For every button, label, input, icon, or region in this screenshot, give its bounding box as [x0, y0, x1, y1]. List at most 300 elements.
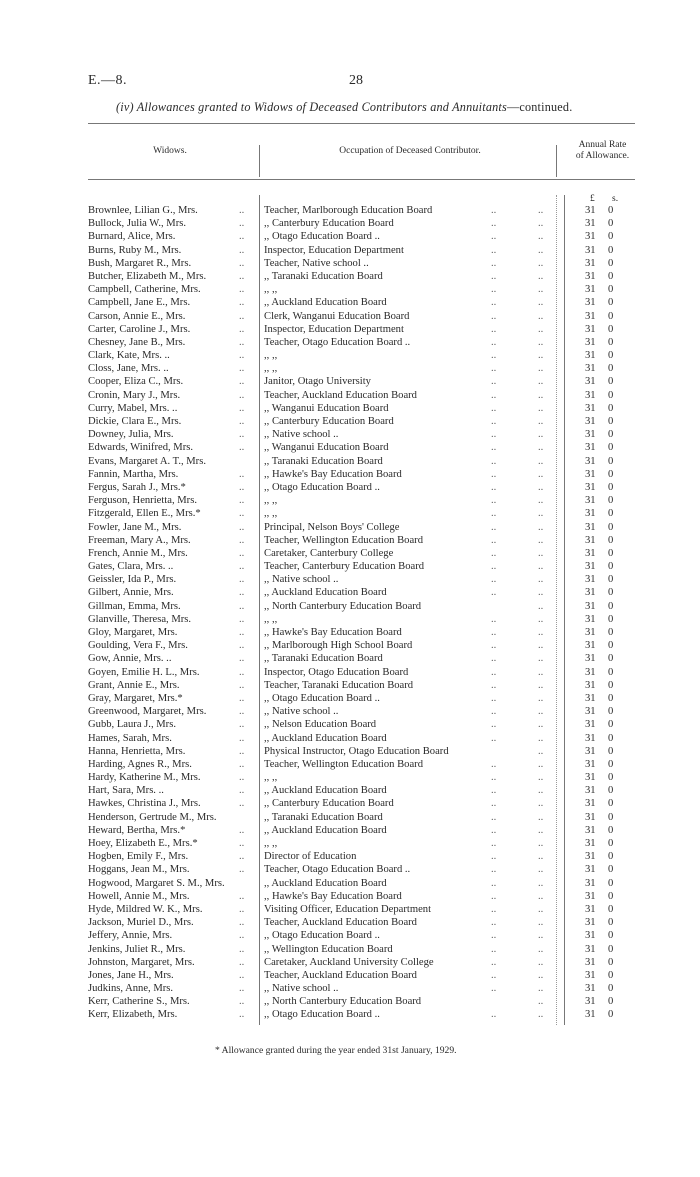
- leader-dots: ..: [491, 666, 497, 678]
- rate-shillings: 0: [608, 468, 614, 480]
- occupation: ,, Otago Education Board ..: [264, 692, 380, 704]
- rate-pounds: 31: [585, 692, 596, 704]
- leader-dots: ..: [239, 495, 245, 507]
- leader-dots: ..: [538, 508, 544, 520]
- leader-dots: ..: [239, 336, 245, 348]
- leader-dots: ..: [239, 574, 245, 586]
- rate-shillings: 0: [608, 310, 614, 322]
- leader-dots: ..: [538, 877, 544, 889]
- rate-pounds: 31: [585, 785, 596, 797]
- rate-pounds: 31: [585, 851, 596, 863]
- leader-dots: ..: [538, 640, 544, 652]
- leader-dots: ..: [239, 679, 245, 691]
- occupation: ,, Hawke's Bay Education Board: [264, 890, 402, 902]
- leader-dots: ..: [538, 785, 544, 797]
- rate-pounds: 31: [585, 231, 596, 243]
- occupation: ,, Hawke's Bay Education Board: [264, 468, 402, 480]
- rate-pounds: 31: [585, 376, 596, 388]
- table-row: [88, 679, 628, 692]
- occupation: ,, ,,: [264, 350, 278, 362]
- leader-dots: ..: [538, 838, 544, 849]
- rate-pounds: 31: [585, 429, 596, 441]
- widow-name: Curry, Mabel, Mrs. ..: [88, 402, 178, 414]
- occupation: ,, Auckland Education Board: [264, 297, 387, 309]
- widow-name: Chesney, Jane B., Mrs.: [88, 336, 186, 348]
- leader-dots: ..: [491, 785, 497, 797]
- rate-shillings: 0: [608, 864, 614, 876]
- table-row: [88, 982, 628, 995]
- leader-dots: ..: [538, 574, 544, 586]
- leader-dots: ..: [538, 402, 544, 414]
- rate-shillings: 0: [608, 218, 614, 230]
- table-row: [88, 441, 628, 454]
- leader-dots: ..: [239, 706, 245, 718]
- rate-pounds: 31: [585, 811, 596, 823]
- table-row: [88, 375, 628, 388]
- leader-dots: ..: [491, 284, 497, 296]
- subtitle-suffix: —continued.: [506, 100, 573, 114]
- leader-dots: ..: [491, 323, 497, 335]
- leader-dots: ..: [538, 363, 544, 375]
- table-row: [88, 692, 628, 705]
- leader-dots: ..: [538, 600, 544, 612]
- leader-dots: ..: [538, 284, 544, 296]
- rate-shillings: 0: [608, 389, 614, 401]
- leader-dots: ..: [491, 864, 497, 876]
- occupation: ,, Canterbury Education Board: [264, 798, 394, 810]
- rate-shillings: 0: [608, 640, 614, 652]
- leader-dots: ..: [239, 363, 245, 375]
- widow-name: Gow, Annie, Mrs. ..: [88, 653, 172, 665]
- leader-dots: ..: [239, 930, 245, 942]
- leader-dots: ..: [538, 376, 544, 388]
- leader-dots: ..: [239, 561, 245, 573]
- leader-dots: ..: [538, 561, 544, 573]
- widow-name: Johnston, Margaret, Mrs.: [88, 956, 195, 968]
- occupation: ,, Nelson Education Board: [264, 719, 377, 731]
- leader-dots: ..: [491, 877, 497, 889]
- widow-name: Kerr, Catherine S., Mrs.: [88, 996, 190, 1008]
- leader-dots: ..: [239, 468, 245, 480]
- rate-shillings: 0: [608, 732, 614, 744]
- leader-dots: ..: [491, 798, 497, 810]
- rate-pounds: 31: [585, 508, 596, 520]
- rate-pounds: 31: [585, 336, 596, 348]
- leader-dots: ..: [538, 930, 544, 942]
- leader-dots: ..: [491, 297, 497, 309]
- table-row: [88, 903, 628, 916]
- widow-name: Goyen, Emilie H. L., Mrs.: [88, 666, 200, 678]
- table-row: [88, 771, 628, 784]
- leader-dots: ..: [538, 350, 544, 362]
- leader-dots: ..: [491, 719, 497, 731]
- widow-name: Gloy, Margaret, Mrs.: [88, 627, 178, 638]
- table-row: [88, 666, 628, 679]
- leader-dots: ..: [239, 969, 245, 981]
- rate-shillings: 0: [608, 416, 614, 427]
- rate-shillings: 0: [608, 772, 614, 784]
- table-row: [88, 890, 628, 903]
- leader-dots: ..: [538, 257, 544, 269]
- column-header-rate: [565, 140, 640, 162]
- widow-name: Closs, Jane, Mrs. ..: [88, 363, 169, 375]
- widow-name: Freeman, Mary A., Mrs.: [88, 534, 191, 546]
- leader-dots: ..: [491, 270, 497, 282]
- leader-dots: ..: [239, 521, 245, 533]
- leader-dots: ..: [538, 745, 544, 757]
- leader-dots: ..: [491, 903, 497, 915]
- leader-dots: ..: [491, 468, 497, 480]
- leader-dots: ..: [239, 231, 245, 243]
- widow-name: Jeffery, Annie, Mrs.: [88, 930, 173, 942]
- leader-dots: ..: [491, 679, 497, 691]
- leader-dots: ..: [491, 376, 497, 388]
- rate-shillings: 0: [608, 455, 614, 467]
- leader-dots: ..: [538, 851, 544, 863]
- widow-name: Jenkins, Juliet R., Mrs.: [88, 943, 186, 955]
- rate-shillings: 0: [608, 429, 614, 441]
- rate-shillings: 0: [608, 613, 614, 625]
- occupation: ,, Taranaki Education Board: [264, 270, 383, 282]
- rate-shillings: 0: [608, 297, 614, 309]
- occupation: Director of Education: [264, 851, 357, 863]
- shillings-unit: s.: [612, 194, 619, 204]
- rate-pounds: 31: [585, 890, 596, 902]
- leader-dots: ..: [538, 534, 544, 546]
- rate-shillings: 0: [608, 481, 614, 493]
- occupation: ,, ,,: [264, 508, 278, 520]
- widow-name: Geissler, Ida P., Mrs.: [88, 574, 177, 586]
- table-row: [88, 270, 628, 283]
- table-subtitle: [116, 100, 636, 115]
- widow-name: Greenwood, Margaret, Mrs.: [88, 706, 207, 718]
- leader-dots: ..: [239, 257, 245, 269]
- occupation: ,, Auckland Education Board: [264, 587, 387, 599]
- widow-name: Henderson, Gertrude M., Mrs.: [88, 811, 217, 823]
- table-row: [88, 402, 628, 415]
- leader-dots: ..: [538, 587, 544, 599]
- widow-name: Hogwood, Margaret S. M., Mrs.: [88, 877, 225, 889]
- occupation: Caretaker, Canterbury College: [264, 547, 394, 559]
- leader-dots: ..: [538, 495, 544, 507]
- occupation: Physical Instructor, Otago Education Board: [264, 745, 449, 757]
- occupation: ,, Otago Education Board ..: [264, 1009, 380, 1021]
- rate-pounds: 31: [585, 561, 596, 573]
- widow-name: Ferguson, Henrietta, Mrs.: [88, 495, 197, 507]
- occupation: ,, Otago Education Board ..: [264, 930, 380, 942]
- leader-dots: ..: [239, 772, 245, 784]
- leader-dots: ..: [239, 996, 245, 1008]
- occupation: Caretaker, Auckland University College: [264, 956, 434, 968]
- leader-dots: ..: [239, 1009, 245, 1021]
- table-row: [88, 956, 628, 969]
- leader-dots: ..: [491, 244, 497, 256]
- widow-name: Harding, Agnes R., Mrs.: [88, 758, 192, 770]
- widow-name: Judkins, Anne, Mrs.: [88, 983, 174, 995]
- rate-shillings: 0: [608, 785, 614, 797]
- leader-dots: ..: [538, 323, 544, 335]
- widow-name: Bush, Margaret R., Mrs.: [88, 257, 192, 269]
- leader-dots: ..: [491, 706, 497, 718]
- rate-shillings: 0: [608, 587, 614, 599]
- leader-dots: ..: [491, 363, 497, 375]
- leader-dots: ..: [239, 587, 245, 599]
- leader-dots: ..: [239, 310, 245, 322]
- widow-name: Gubb, Laura J., Mrs.: [88, 719, 176, 731]
- leader-dots: ..: [239, 732, 245, 744]
- rate-shillings: 0: [608, 363, 614, 375]
- subtitle-prefix: (iv): [116, 100, 137, 114]
- table-body: [88, 204, 628, 1022]
- rate-pounds: 31: [585, 574, 596, 586]
- leader-dots: ..: [491, 917, 497, 929]
- leader-dots: ..: [239, 547, 245, 559]
- occupation: Teacher, Auckland Education Board: [264, 389, 417, 401]
- rate-shillings: 0: [608, 798, 614, 810]
- table-row: [88, 745, 628, 758]
- rate-header-line1: Annual Rate: [578, 140, 627, 150]
- rate-shillings: 0: [608, 257, 614, 269]
- leader-dots: ..: [538, 297, 544, 309]
- widow-name: Carson, Annie E., Mrs.: [88, 310, 186, 322]
- table-row: [88, 705, 628, 718]
- leader-dots: ..: [538, 772, 544, 784]
- rate-shillings: 0: [608, 508, 614, 520]
- occupation: Inspector, Education Department: [264, 244, 404, 256]
- leader-dots: ..: [491, 402, 497, 414]
- table-row: [88, 877, 628, 890]
- table-row: [88, 468, 628, 481]
- widow-name: Clark, Kate, Mrs. ..: [88, 350, 170, 362]
- rate-pounds: 31: [585, 732, 596, 744]
- widow-name: Hawkes, Christina J., Mrs.: [88, 798, 201, 810]
- leader-dots: ..: [538, 1009, 544, 1021]
- rate-shillings: 0: [608, 745, 614, 757]
- leader-dots: ..: [538, 996, 544, 1008]
- leader-dots: ..: [239, 692, 245, 704]
- table-row: [88, 652, 628, 665]
- widow-name: Bullock, Julia W., Mrs.: [88, 218, 186, 230]
- leader-dots: ..: [239, 270, 245, 282]
- leader-dots: ..: [491, 983, 497, 995]
- footnote: * Allowance granted during the year ended 31st January, 1929.: [215, 1045, 457, 1056]
- rate-pounds: 31: [585, 468, 596, 480]
- rate-pounds: 31: [585, 745, 596, 757]
- rate-shillings: 0: [608, 574, 614, 586]
- widow-name: Hardy, Katherine M., Mrs.: [88, 772, 201, 784]
- occupation: Teacher, Canterbury Education Board: [264, 561, 425, 573]
- leader-dots: ..: [239, 627, 245, 638]
- rate-pounds: 31: [585, 772, 596, 784]
- rate-pounds: 31: [585, 257, 596, 269]
- leader-dots: ..: [491, 811, 497, 823]
- occupation: ,, ,,: [264, 363, 278, 375]
- rate-pounds: 31: [585, 495, 596, 507]
- rate-pounds: 31: [585, 917, 596, 929]
- leader-dots: ..: [491, 930, 497, 942]
- rate-shillings: 0: [608, 270, 614, 282]
- table-row: [88, 824, 628, 837]
- occupation: ,, Native school ..: [264, 706, 339, 718]
- rate-pounds: 31: [585, 640, 596, 652]
- leader-dots: ..: [239, 745, 245, 757]
- rate-pounds: 31: [585, 903, 596, 915]
- rate-shillings: 0: [608, 903, 614, 915]
- occupation: Inspector, Otago Education Board: [264, 666, 409, 678]
- leader-dots: ..: [538, 811, 544, 823]
- leader-dots: ..: [491, 772, 497, 784]
- leader-dots: ..: [239, 323, 245, 335]
- document-code: E.—8.: [88, 73, 128, 88]
- leader-dots: ..: [538, 442, 544, 454]
- table-row: [88, 349, 628, 362]
- rate-pounds: 31: [585, 627, 596, 638]
- leader-dots: ..: [491, 627, 497, 638]
- occupation: Clerk, Wanganui Education Board: [264, 310, 410, 322]
- widow-name: Brownlee, Lilian G., Mrs.: [88, 205, 198, 216]
- widow-name: Burnard, Alice, Mrs.: [88, 231, 176, 243]
- leader-dots: ..: [538, 627, 544, 638]
- rate-pounds: 31: [585, 996, 596, 1008]
- rate-pounds: 31: [585, 547, 596, 559]
- leader-dots: ..: [538, 455, 544, 467]
- leader-dots: ..: [491, 455, 497, 467]
- leader-dots: ..: [239, 442, 245, 454]
- occupation: ,, Otago Education Board ..: [264, 231, 380, 243]
- table-row: [88, 969, 628, 982]
- rate-shillings: 0: [608, 811, 614, 823]
- widow-name: Fergus, Sarah J., Mrs.*: [88, 481, 186, 493]
- leader-dots: ..: [491, 310, 497, 322]
- rate-shillings: 0: [608, 627, 614, 638]
- widow-name: Kerr, Elizabeth, Mrs.: [88, 1009, 178, 1021]
- table-row: [88, 586, 628, 599]
- leader-dots: ..: [239, 416, 245, 427]
- occupation: Teacher, Auckland Education Board: [264, 917, 417, 929]
- widow-name: Gates, Clara, Mrs. ..: [88, 561, 174, 573]
- leader-dots: ..: [239, 851, 245, 863]
- leader-dots: ..: [538, 666, 544, 678]
- leader-dots: ..: [491, 561, 497, 573]
- table-row: [88, 784, 628, 797]
- leader-dots: ..: [239, 758, 245, 770]
- leader-dots: ..: [491, 336, 497, 348]
- leader-dots: ..: [239, 297, 245, 309]
- widow-name: Jones, Jane H., Mrs.: [88, 969, 174, 981]
- rate-pounds: 31: [585, 297, 596, 309]
- table-row: [88, 283, 628, 296]
- rate-pounds: 31: [585, 824, 596, 836]
- occupation: ,, ,,: [264, 772, 278, 784]
- rate-pounds: 31: [585, 323, 596, 335]
- leader-dots: ..: [538, 706, 544, 718]
- table-row: [88, 639, 628, 652]
- occupation: ,, North Canterbury Education Board: [264, 996, 422, 1008]
- rate-pounds: 31: [585, 613, 596, 625]
- rate-shillings: 0: [608, 943, 614, 955]
- occupation: ,, ,,: [264, 284, 278, 296]
- widow-name: Campbell, Catherine, Mrs.: [88, 284, 201, 296]
- rate-shillings: 0: [608, 442, 614, 454]
- table-row: [88, 204, 628, 217]
- widow-name: Fitzgerald, Ellen E., Mrs.*: [88, 508, 201, 520]
- rate-shillings: 0: [608, 824, 614, 836]
- rate-shillings: 0: [608, 376, 614, 388]
- leader-dots: ..: [491, 758, 497, 770]
- leader-dots: ..: [538, 956, 544, 968]
- rate-pounds: 31: [585, 363, 596, 375]
- leader-dots: ..: [239, 864, 245, 876]
- leader-dots: ..: [491, 231, 497, 243]
- widow-name: Gillman, Emma, Mrs.: [88, 600, 181, 612]
- rate-shillings: 0: [608, 969, 614, 981]
- rate-shillings: 0: [608, 495, 614, 507]
- widow-name: Cooper, Eliza C., Mrs.: [88, 376, 184, 388]
- leader-dots: ..: [491, 547, 497, 559]
- table-row: [88, 929, 628, 942]
- occupation: Teacher, Wellington Education Board: [264, 758, 423, 770]
- rate-header-line2: of Allowance.: [575, 151, 630, 161]
- rate-shillings: 0: [608, 917, 614, 929]
- widow-name: Downey, Julia, Mrs.: [88, 429, 174, 441]
- leader-dots: ..: [538, 429, 544, 441]
- leader-dots: ..: [491, 521, 497, 533]
- leader-dots: ..: [239, 838, 245, 849]
- table-row: [88, 718, 628, 731]
- table-row: [88, 1008, 628, 1021]
- rate-pounds: 31: [585, 442, 596, 454]
- leader-dots: ..: [491, 416, 497, 427]
- leader-dots: ..: [538, 890, 544, 902]
- leader-dots: ..: [239, 719, 245, 731]
- leader-dots: ..: [538, 798, 544, 810]
- occupation: ,, Auckland Education Board: [264, 824, 387, 836]
- table-row: [88, 943, 628, 956]
- leader-dots: ..: [538, 336, 544, 348]
- leader-dots: ..: [239, 350, 245, 362]
- occupation: ,, ,,: [264, 613, 278, 625]
- widow-name: Evans, Margaret A. T., Mrs.: [88, 455, 206, 467]
- rate-shillings: 0: [608, 653, 614, 665]
- table-row: [88, 534, 628, 547]
- widow-name: French, Annie M., Mrs.: [88, 547, 188, 559]
- rate-pounds: 31: [585, 600, 596, 612]
- occupation: ,, Auckland Education Board: [264, 732, 387, 744]
- leader-dots: ..: [239, 389, 245, 401]
- rate-pounds: 31: [585, 284, 596, 296]
- widow-name: Hames, Sarah, Mrs.: [88, 732, 172, 744]
- rate-shillings: 0: [608, 244, 614, 256]
- rate-shillings: 0: [608, 1009, 614, 1021]
- occupation: ,, Wellington Education Board: [264, 943, 393, 955]
- rate-shillings: 0: [608, 719, 614, 731]
- table-row: [88, 389, 628, 402]
- leader-dots: ..: [538, 679, 544, 691]
- widow-name: Campbell, Jane E., Mrs.: [88, 297, 191, 309]
- occupation: ,, Otago Education Board ..: [264, 481, 380, 493]
- widow-name: Burns, Ruby M., Mrs.: [88, 244, 182, 256]
- table-row: [88, 428, 628, 441]
- table-row: [88, 797, 628, 810]
- rate-shillings: 0: [608, 521, 614, 533]
- table-row: [88, 837, 628, 850]
- occupation: Teacher, Auckland Education Board: [264, 969, 417, 981]
- table-row: [88, 811, 628, 824]
- occupation: ,, Taranaki Education Board: [264, 811, 383, 823]
- widow-name: Hoggans, Jean M., Mrs.: [88, 864, 190, 876]
- table-row: [88, 560, 628, 573]
- rate-shillings: 0: [608, 877, 614, 889]
